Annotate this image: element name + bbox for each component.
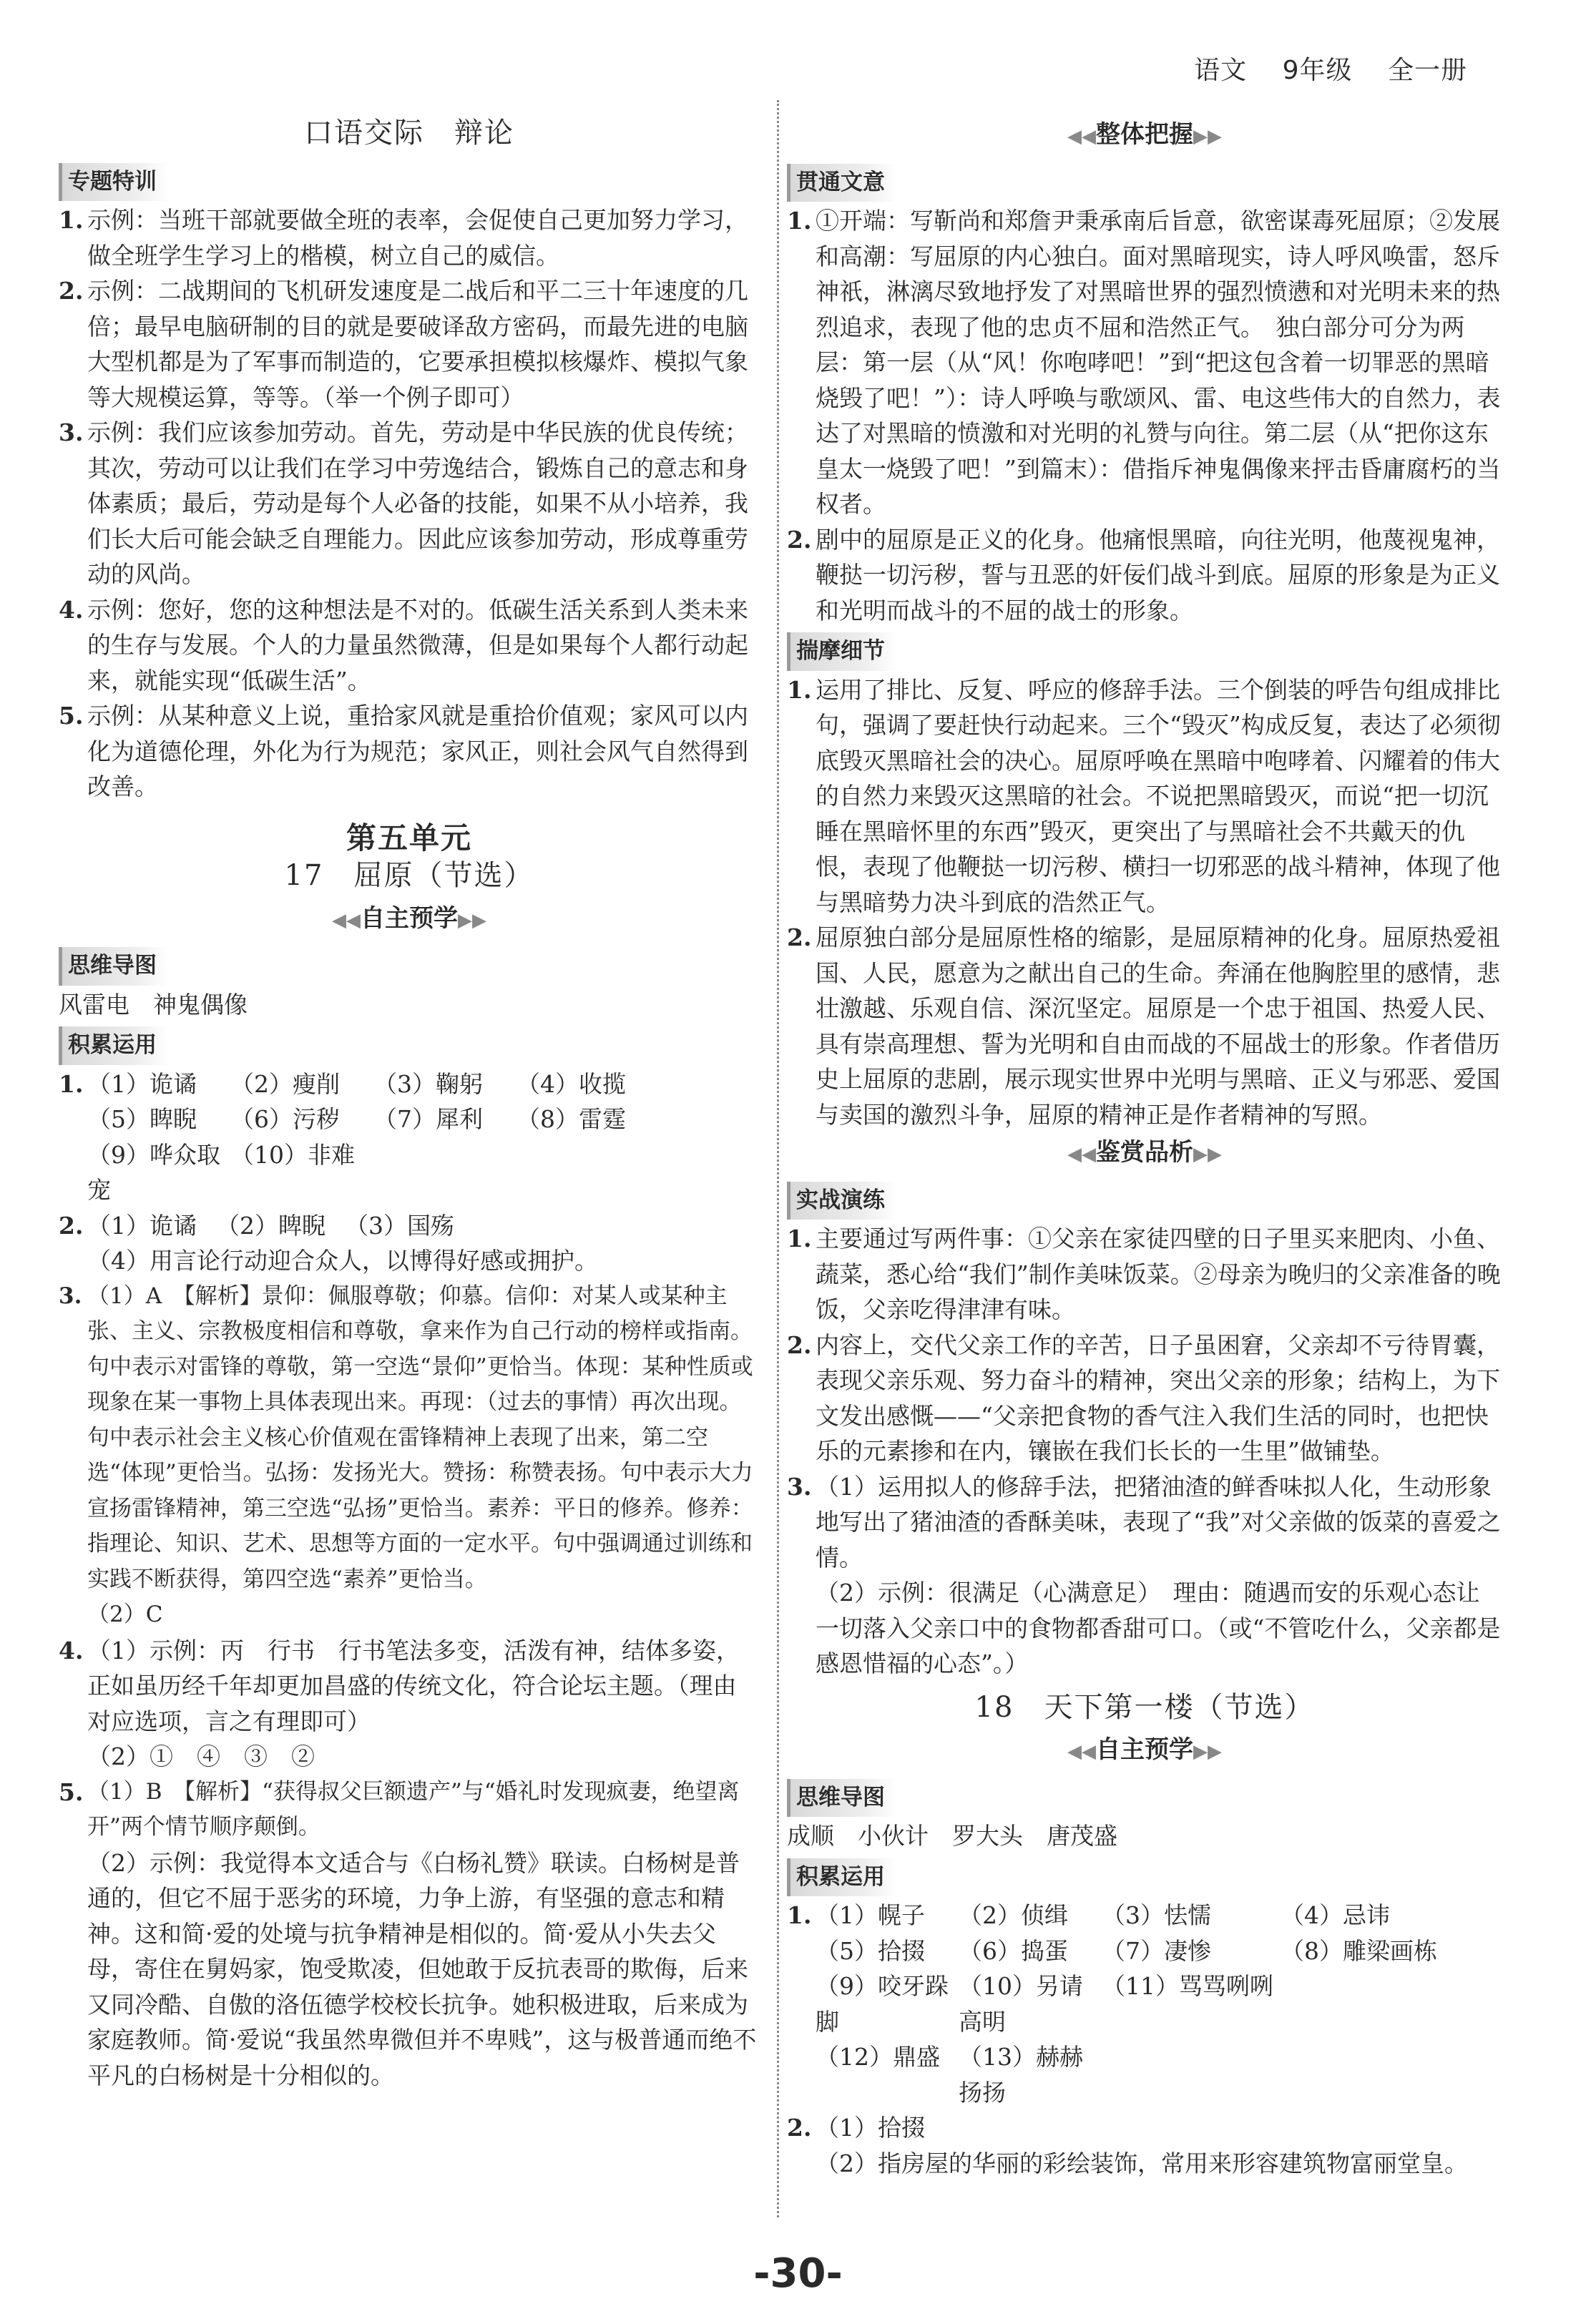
answer: （8）雷霆	[517, 1105, 626, 1133]
left-column	[59, 114, 760, 2093]
answer: （1）诡谲	[87, 1069, 197, 1098]
special-training-list	[59, 202, 760, 805]
question-number: 3.	[59, 1283, 82, 1309]
answer-row	[816, 2039, 1502, 2110]
tag-practice: 实战演练	[787, 1182, 896, 1220]
item-text: 剧中的屈原是正义的化身。他痛恨黑暗，向往光明，他蔑视鬼神，鞭挞一切污秽，誓与丑恶的奸佞们战斗到底。屈原的形象是为正义和光明而战斗的不屈的战士的形象。	[816, 525, 1500, 624]
item-number: 1.	[787, 675, 812, 704]
question-1	[787, 1898, 1502, 2110]
item-number: 5.	[59, 702, 84, 730]
through-list	[787, 203, 1502, 628]
list-item	[59, 592, 760, 699]
item-number: 1.	[787, 207, 812, 235]
unit-title: 第五单元	[346, 820, 472, 855]
item-number: 2.	[787, 1330, 812, 1359]
band-overall: ◀◀整体把握▶▶	[1067, 120, 1222, 149]
question-2	[787, 2110, 1502, 2181]
answer: （2）指房屋的华丽的彩绘装饰，常用来形容建筑物富丽堂皇。	[816, 2149, 1468, 2177]
answer: （8）雕梁画栋	[1281, 1936, 1437, 1965]
practice-3-2: （2）示例：很满足（心满意足） 理由：随遇而安的乐观心态让一切落入父亲口中的食物都香甜可口。（或“不管吃什么，父亲都是感恩惜福的心态”。）	[816, 1579, 1501, 1677]
item-number: 3.	[59, 418, 84, 446]
answer: （4）用言论行动迎合众人，以博得好感或拥护。	[87, 1247, 598, 1275]
list-item	[59, 698, 760, 805]
practice-list	[787, 1221, 1502, 1575]
question-5	[59, 1775, 760, 2094]
question-2	[59, 1208, 760, 1279]
lesson-17-title: 17 屈原（节选）	[284, 859, 534, 892]
item-number: 2.	[59, 277, 84, 305]
page-number: -30-	[753, 2250, 843, 2297]
list-item	[787, 672, 1502, 921]
answer-row	[816, 1898, 1502, 1933]
answer: （7）凄惨	[1102, 1936, 1211, 1965]
section-title: 口语交际 辩论	[304, 117, 514, 149]
question-number: 2.	[59, 1211, 84, 1240]
item-text: 屈原独白部分是屈原性格的缩影，是屈原精神的化身。屈原热爱祖国、人民，愿意为之献出自己的生命。奔涌在他胸腔里的感情，悲壮激越、乐观自信、深沉坚定。屈原是一个忠于祖国、热爱人民、具有崇高理想、誓为光明和自由而战的不屈战士的形象。作者借历史上屈原的悲剧，展示现实世界中光明与黑暗、正义与邪恶、爱国与卖国的激烈斗争，屈原的精神正是作者精神的写照。	[816, 923, 1500, 1129]
header-volume: 全一册	[1387, 56, 1467, 85]
answer: （3）国殇	[345, 1211, 454, 1240]
band-label: 整体把握	[1096, 120, 1193, 149]
answer: （10）另请高明	[959, 1972, 1083, 2036]
list-item	[59, 202, 760, 273]
question-number: 4.	[59, 1636, 84, 1664]
tag-mindmap: 思维导图	[59, 947, 168, 986]
band-label: 鉴赏品析	[1096, 1138, 1193, 1167]
item-number: 3.	[787, 1472, 812, 1501]
item-text: ①开端：写靳尚和郑詹尹秉承南后旨意，欲密谋毒死屈原；②发展和高潮：写屈原的内心独白。面对黑暗现实，诗人呼风唤雷，怒斥神祇，淋漓尽致地抒发了对黑暗世界的强烈愤懑和对光明未来的热烈追求，表现了他的忠贞不屈和浩然正气。 独白部分可分为两层：第一层（从“风！你咆哮吧！”到“把这包含着一切罪恶的黑暗烧毁了吧！”）：诗人呼唤与歌颂风、雷、电这些伟大的自然力，表达了对黑暗的愤激和对光明的礼赞与向往。第二层（从“把你这东皇太一烧毁了吧！”到篇末）：借指斥神鬼偶像来抨击昏庸腐朽的当权者。	[816, 207, 1501, 518]
answer: （9）哗众取宠	[87, 1140, 220, 1204]
question-1-answers	[87, 1067, 760, 1208]
answer: （10）非难	[230, 1140, 355, 1169]
item-text: 运用了排比、反复、呼应的修辞手法。三个倒装的呼告句组成排比句，强调了要赶快行动起来。三个“毁灭”构成反复，表达了必须彻底毁灭黑暗社会的决心。屈原呼唤在黑暗中咆哮着、闪耀着的伟大的自然力来毁灭这黑暗的社会。不说把黑暗毁灭，而说“把一切沉睡在黑暗怀里的东西”毁灭，更突出了与黑暗社会不共戴天的仇恨，表现了他鞭挞一切污秽、横扫一切邪恶的战斗精神，体现了他与黑暗势力决斗到底的浩然正气。	[816, 675, 1501, 916]
answer-row	[816, 1933, 1502, 1969]
answer: （1）拾掇	[816, 2114, 925, 2142]
item-text: 示例：我们应该参加劳动。首先，劳动是中华民族的优良传统；其次，劳动可以让我们在学习中劳逸结合，锻炼自己的意志和身体素质；最后，劳动是每个人必备的技能，如果不从小培养，我们长大后可能会缺乏自理能力。因此应该参加劳动，形成尊重劳动的风尚。	[87, 418, 748, 588]
list-item	[787, 1221, 1502, 1328]
question-number: 1.	[787, 1901, 812, 1929]
answer: （5）拾掇	[816, 1936, 925, 1965]
answer: （1）B 【解析】“获得叔父巨额遗产”与“婚礼时发现疯妻，绝望离开”两个情节顺序颠倒。	[87, 1778, 740, 1840]
list-item	[787, 920, 1502, 1132]
header-subject: 语文	[1194, 56, 1248, 85]
answer: （6）捣蛋	[959, 1936, 1068, 1965]
answer: （2）睥睨	[216, 1211, 325, 1240]
item-number: 4.	[59, 595, 84, 624]
item-text: 内容上，交代父亲工作的辛苦，日子虽困窘，父亲却不亏待胃囊，表现父亲乐观、努力奋斗的精神，突出父亲的形象；结构上，为下文发出感慨——“父亲把食物的香气注入我们生活的同时，也把快乐的元素掺和在内，镶嵌在我们长长的一生里”做铺垫。	[816, 1330, 1500, 1465]
question-2-row	[87, 1208, 760, 1244]
list-item	[787, 1328, 1502, 1469]
tag-accumulation: 积累运用	[787, 1858, 896, 1897]
item-number: 2.	[787, 923, 812, 951]
question-1	[59, 1067, 760, 1208]
answer: （3）怯懦	[1102, 1901, 1211, 1929]
item-number: 2.	[787, 525, 812, 554]
tag-through: 贯通文意	[787, 164, 896, 202]
band-self-preview: ◀◀自主预学▶▶	[332, 903, 486, 933]
list-item	[787, 203, 1502, 522]
detail-list	[787, 672, 1502, 1133]
mindmap-answer: 风雷电 神鬼偶像	[59, 990, 248, 1019]
list-item	[787, 1469, 1502, 1576]
answer: （1）示例：丙 行书 行书笔法多变，活泼有神，结体多姿，正如虽历经千年却更加昌盛的传统文化，符合论坛主题。（理由对应选项，言之有理即可）	[87, 1636, 740, 1735]
item-text: 示例：当班干部就要做全班的表率，会促使自己更加努力学习，做全班学生学习上的楷模，树立自己的威信。	[87, 206, 748, 270]
question-number: 2.	[787, 2114, 812, 2142]
question-4	[59, 1633, 760, 1775]
band-label: 自主预学	[1096, 1735, 1193, 1764]
question-1-answers	[816, 1898, 1502, 2110]
answer: （1）诡谲	[87, 1211, 197, 1240]
mindmap-answer: 成顺 小伙计 罗大头 唐茂盛	[787, 1822, 1117, 1850]
answer: （12）鼎盛	[816, 2043, 940, 2071]
band-label: 自主预学	[361, 903, 458, 933]
item-text: 示例：二战期间的飞机研发速度是二战后和平二三十年速度的几倍；最早电脑研制的目的就是要破译敌方密码，而最先进的电脑大型机都是为了军事而制造的，它要承担模拟核爆炸、模拟气象等大规模运算，等等。（举一个例子即可）	[87, 277, 748, 411]
answer: （2）示例：我觉得本文适合与《白杨礼赞》联读。白杨树是普通的，但它不屈于恶劣的环境，力争上游，有坚强的意志和精神。这和简·爱的处境与抗争精神是相似的。简·爱从小失去父母，寄住在舅妈家，饱受欺凌，但她敢于反抗表哥的欺侮，后来又同冷酷、自傲的洛伍德学校校长抗争。她积极进取，后来成为家庭教师。简·爱说“我虽然卑微但并不卑贱”，这与极普通而绝不平凡的白杨树是十分相似的。	[87, 1848, 757, 2089]
answer: （4）忌讳	[1281, 1901, 1390, 1929]
item-text: 示例：从某种意义上说，重拾家风就是重拾价值观；家风可以内化为道德伦理，外化为行为规范；家风正，则社会风气自然得到改善。	[87, 702, 748, 800]
item-number: 1.	[787, 1225, 812, 1252]
list-item	[59, 415, 760, 592]
header-grade: 9年级	[1282, 56, 1353, 85]
tag-mindmap: 思维导图	[787, 1779, 896, 1818]
band-self-preview: ◀◀自主预学▶▶	[1067, 1735, 1222, 1764]
column-divider	[777, 100, 779, 2217]
item-text: 主要通过写两件事：①父亲在家徒四壁的日子里买来肥肉、小鱼、蔬菜，悉心给“我们”制作美味饭菜。②母亲为晚归的父亲准备的晚饭，父亲吃得津津有味。	[816, 1225, 1501, 1323]
lesson-18-title: 18 天下第一楼（节选）	[974, 1690, 1315, 1724]
item-text: 示例：您好，您的这种想法是不对的。低碳生活关系到人类未来的生存与发展。个人的力量虽然微薄，但是如果每个人都行动起来，就能实现“低碳生活”。	[87, 595, 748, 695]
question-number: 5.	[59, 1778, 84, 1806]
list-item	[59, 273, 760, 415]
question-number: 1.	[59, 1069, 84, 1098]
answer-row	[87, 1137, 760, 1208]
tag-special-training: 专题特训	[59, 163, 168, 202]
answer: （9）咬牙跺脚	[816, 1972, 949, 2036]
answer: （7）犀利	[373, 1105, 483, 1133]
band-appreciate: ◀◀鉴赏品析▶▶	[1067, 1138, 1222, 1167]
answer: （11）骂骂咧咧	[1102, 1972, 1273, 2000]
tag-accumulation: 积累运用	[59, 1026, 168, 1065]
answer: （2）瘦削	[230, 1069, 340, 1098]
question-3	[59, 1279, 760, 1633]
item-number: 1.	[59, 206, 84, 234]
answer: （2）① ④ ③ ②	[87, 1742, 315, 1770]
answer: （13）赫赫扬扬	[959, 2043, 1083, 2107]
answer: （5）睥睨	[87, 1105, 197, 1133]
list-item	[787, 522, 1502, 629]
answer: （4）收揽	[517, 1069, 626, 1098]
tag-detail: 揣摩细节	[787, 632, 896, 671]
answer: （2）侦缉	[959, 1901, 1068, 1929]
answer: （3）鞠躬	[373, 1069, 483, 1098]
item-text: （1）运用拟人的修辞手法，把猪油渣的鲜香味拟人化，生动形象地写出了猪油渣的香酥美味，表现了“我”对父亲做的饭菜的喜爱之情。	[816, 1472, 1501, 1572]
page-header	[1194, 50, 1467, 87]
answer: （2）C	[87, 1602, 163, 1627]
answer-row	[87, 1067, 760, 1102]
answer: （6）污秽	[230, 1105, 340, 1133]
answer: （1）A 【解析】景仰：佩服尊敬；仰慕。信仰：对某人或某种主张、主义、宗教极度相信和尊敬，拿来作为自己行动的榜样或指南。句中表示对雷锋的尊敬，第一空选“景仰”更恰当。体现：某种性质或现象在某一事物上具体表现出来。再现：（过去的事情）再次出现。句中表示社会主义核心价值观在雷锋精神上表现了出来，第二空选“体现”更恰当。弘扬：发扬光大。赞扬：称赞表扬。句中表示大力宣扬雷锋精神，第三空选“弘扬”更恰当。素养：平日的修养。修养：指理论、知识、艺术、思想等方面的一定水平。句中强调通过训练和实践不断获得，第四空选“素养”更恰当。	[87, 1283, 753, 1592]
answer-row	[87, 1102, 760, 1137]
answer: （1）幌子	[816, 1901, 925, 1929]
answer-row	[816, 1968, 1502, 2039]
right-column	[787, 114, 1502, 2181]
